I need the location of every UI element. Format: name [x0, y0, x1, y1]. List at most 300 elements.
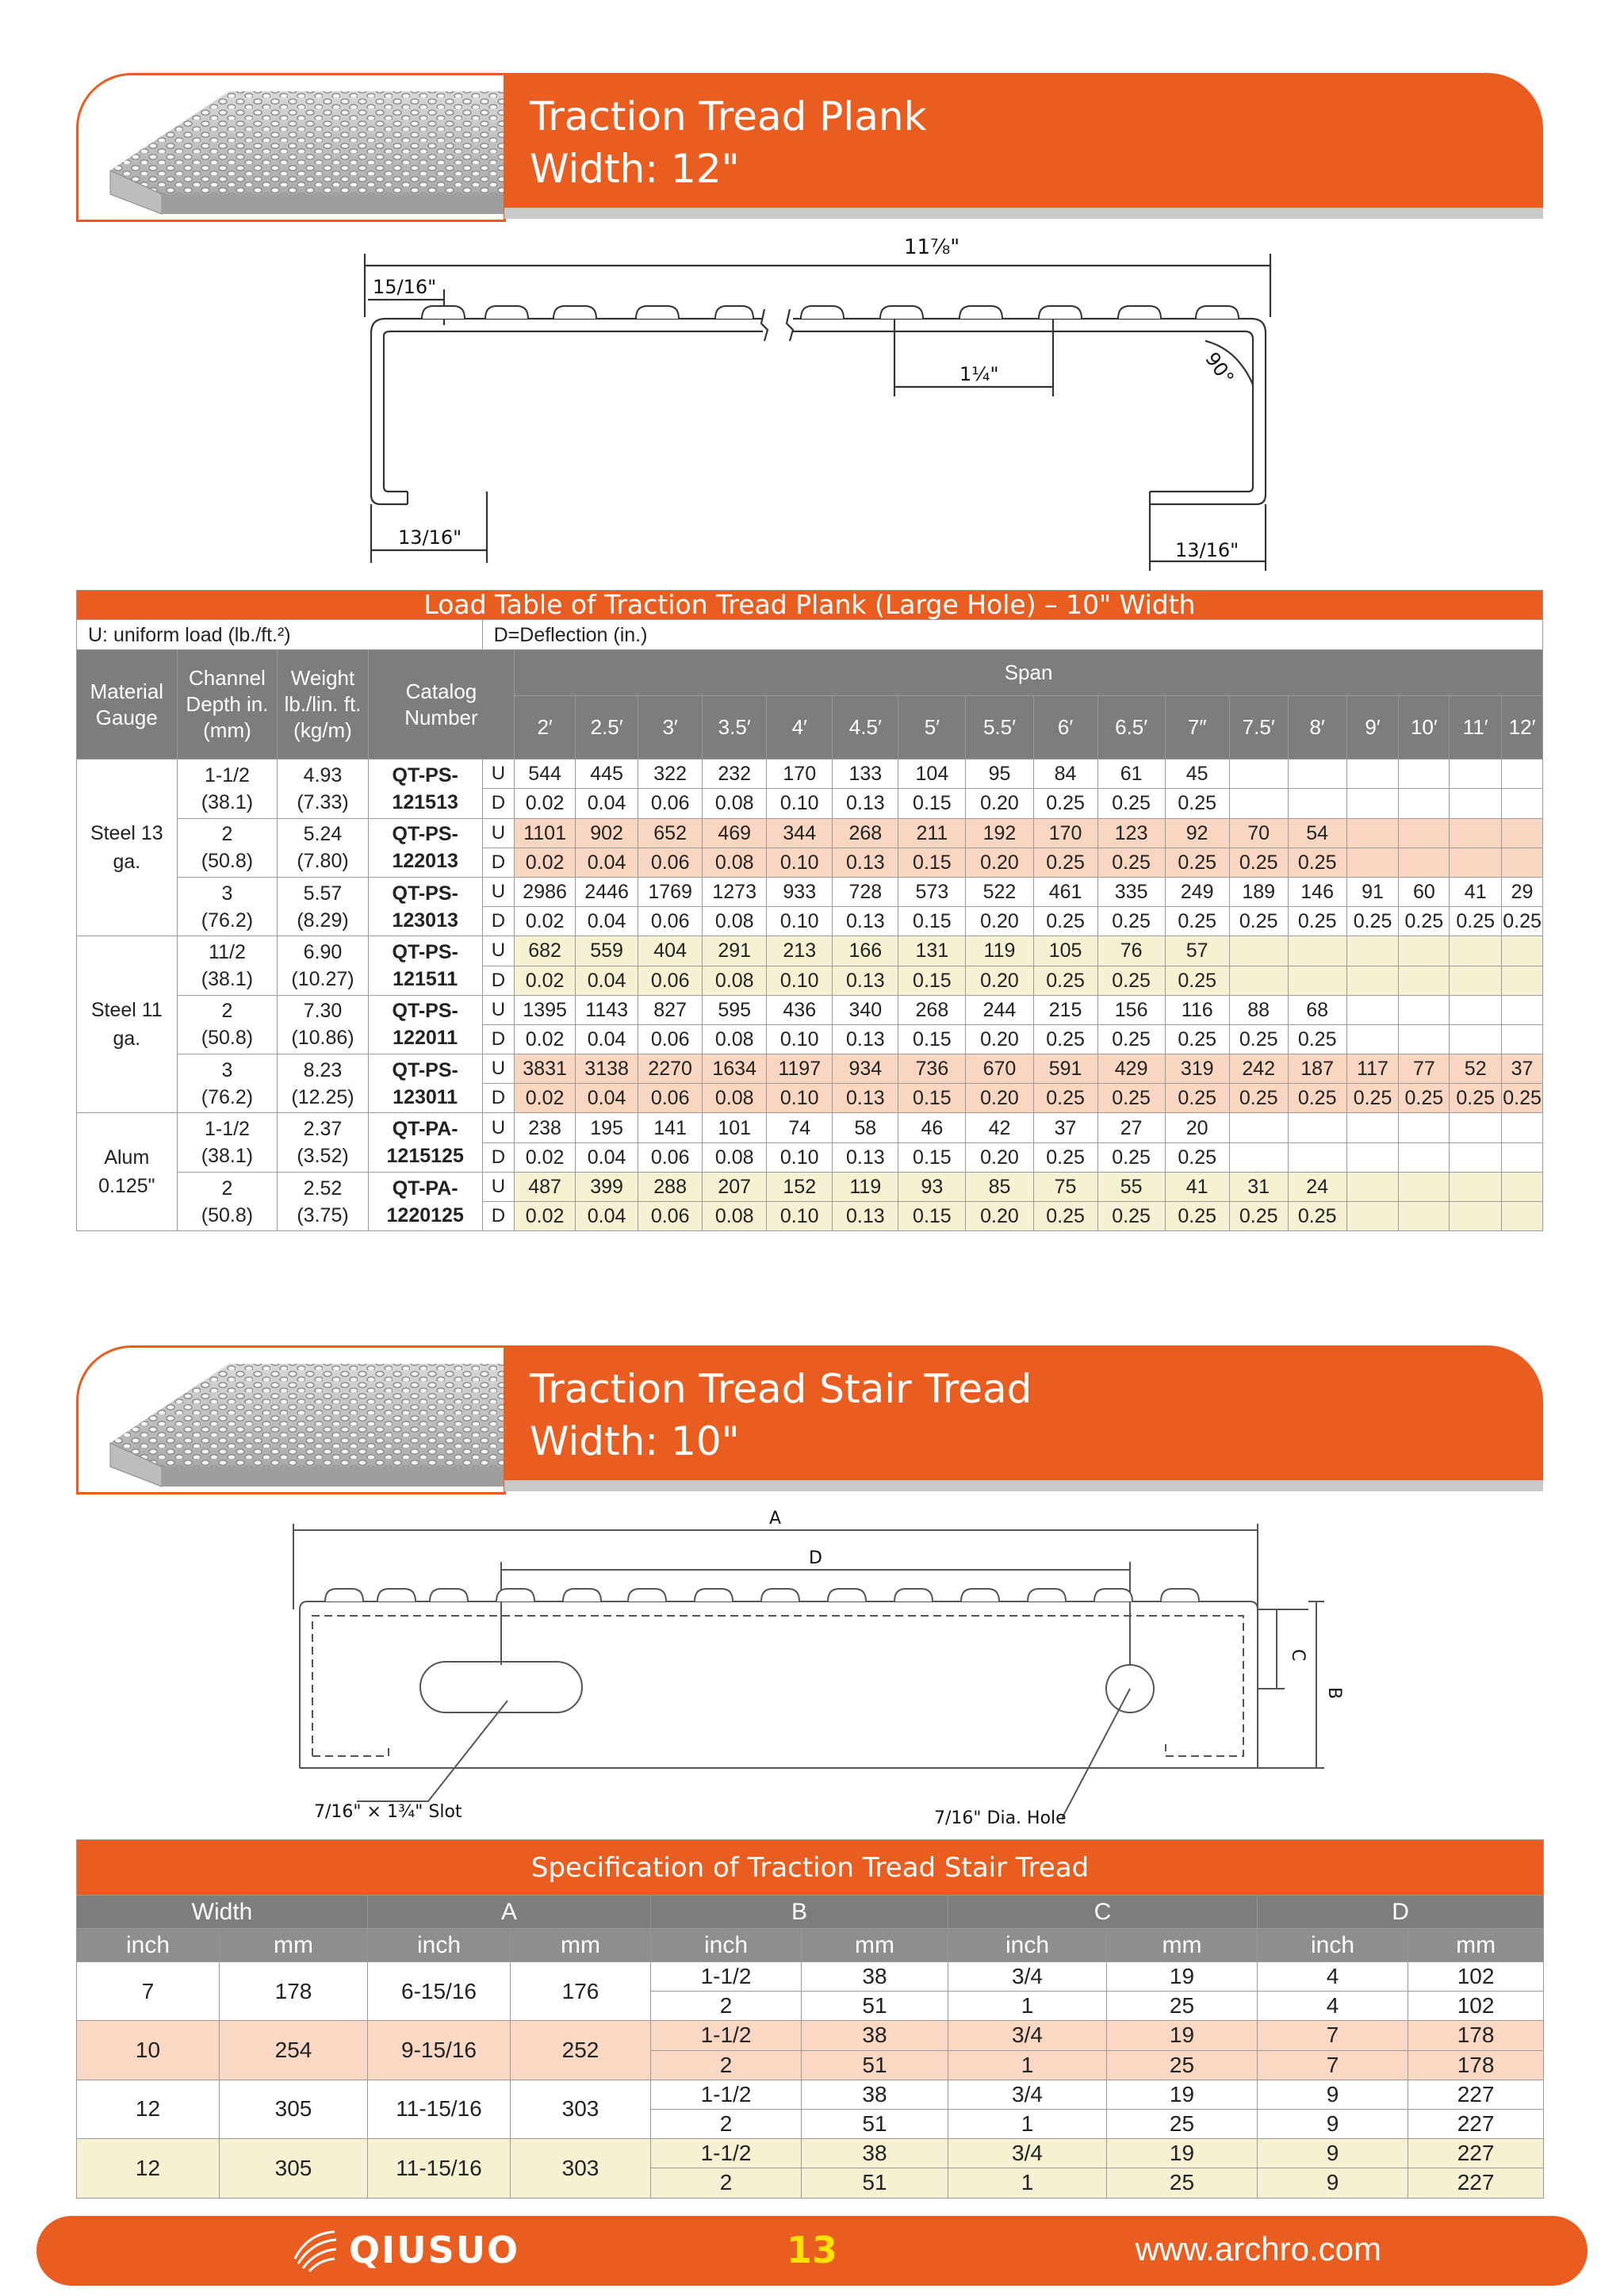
catalog-number-line1: QT-PA-	[392, 1118, 458, 1141]
uniform-load-marker: U	[482, 1172, 515, 1201]
spec-table	[76, 1839, 1544, 2198]
deflection-marker: D	[482, 789, 515, 818]
spec-c-mm: 25	[1107, 1992, 1258, 2021]
load-value: 522	[966, 877, 1033, 906]
deflection-value	[1288, 966, 1346, 995]
load-row	[77, 877, 1543, 906]
spec-b-in: 1-1/2	[651, 2021, 802, 2050]
deflection-value: 0.15	[898, 1202, 966, 1231]
catalog-number	[368, 936, 482, 995]
load-value: 268	[833, 818, 898, 848]
deflection-value: 0.04	[576, 1024, 638, 1054]
deflection-value: 0.25	[1450, 1084, 1502, 1113]
deflection-value	[1502, 1142, 1543, 1172]
th-channel: Channel Depth in. (mm)	[177, 650, 278, 760]
weight-line1: 8.23	[303, 1058, 343, 1081]
load-value: 119	[966, 936, 1033, 966]
deflection-value	[1346, 1024, 1399, 1054]
stair-title-line2: Width: 10"	[530, 1418, 740, 1464]
deflection-value: 0.15	[898, 848, 966, 877]
deflection-value: 0.25	[1229, 1024, 1288, 1054]
catalog-number-line2: 122013	[392, 850, 458, 873]
deflection-value	[1399, 1024, 1450, 1054]
load-value: 213	[767, 936, 833, 966]
load-value: 195	[576, 1113, 638, 1142]
deflection-value	[1346, 1202, 1399, 1231]
load-value: 101	[703, 1113, 767, 1142]
load-value: 404	[638, 936, 703, 966]
deflection-value: 0.02	[515, 907, 576, 936]
channel-depth-line2: (50.8)	[201, 1203, 254, 1226]
weight-line2: (7.80)	[297, 850, 349, 873]
load-value: 68	[1288, 995, 1346, 1024]
load-value: 52	[1450, 1054, 1502, 1084]
weight-line1: 5.24	[303, 823, 343, 846]
spec-a-mm: 176	[511, 1962, 651, 2021]
th-span-12: 8′	[1288, 696, 1346, 760]
load-value: 104	[898, 760, 966, 789]
uniform-load-marker: U	[482, 877, 515, 906]
catalog-number	[368, 1113, 482, 1172]
deflection-value: 0.25	[1502, 1084, 1543, 1113]
stair-product-image	[76, 1345, 506, 1494]
spec-d-mm: 227	[1408, 2109, 1544, 2138]
load-table-caption: Load Table of Traction Tread Plank (Large Hole) – 10" Width	[77, 591, 1543, 620]
channel-depth-line2: (38.1)	[201, 968, 254, 990]
deflection-value: 0.10	[767, 1084, 833, 1113]
spec-a-in: 11-15/16	[368, 2080, 511, 2138]
load-value: 91	[1346, 877, 1399, 906]
load-value	[1399, 995, 1450, 1024]
spec-a-mm: 252	[511, 2021, 651, 2080]
load-value: 131	[898, 936, 966, 966]
deflection-value: 0.02	[515, 848, 576, 877]
spec-b-mm: 38	[802, 2139, 948, 2168]
channel-depth-line1: 2	[221, 1000, 233, 1023]
deflection-value: 0.25	[1097, 907, 1165, 936]
spec-b-in: 1-1/2	[651, 1962, 802, 1992]
load-value: 117	[1346, 1054, 1399, 1084]
deflection-value: 0.25	[1346, 1084, 1399, 1113]
load-value: 152	[767, 1172, 833, 1201]
deflection-value	[1399, 1202, 1450, 1231]
load-value: 3831	[515, 1054, 576, 1084]
spec-w-mm: 178	[220, 1962, 368, 2021]
deflection-value: 0.25	[1399, 1084, 1450, 1113]
th-span: Span	[515, 650, 1543, 696]
th-span-8: 6′	[1033, 696, 1097, 760]
load-value: 595	[703, 995, 767, 1024]
deflection-value: 0.02	[515, 1084, 576, 1113]
channel-depth	[177, 1113, 278, 1172]
load-value: 187	[1288, 1054, 1346, 1084]
spec-d-in: 9	[1258, 2080, 1408, 2109]
material-gauge: Steel 11 ga.	[77, 936, 178, 1113]
catalog-number-line2: 1220125	[386, 1203, 464, 1226]
load-value: 46	[898, 1113, 966, 1142]
deflection-value: 0.25	[1097, 1202, 1165, 1231]
deflection-value: 0.13	[833, 848, 898, 877]
load-value: 736	[898, 1054, 966, 1084]
load-value: 1273	[703, 877, 767, 906]
deflection-value: 0.25	[1165, 789, 1229, 818]
dim-angle: 90°	[1201, 348, 1239, 389]
spec-a-in: 6-15/16	[368, 1962, 511, 2021]
spec-c-in: 3/4	[948, 2139, 1107, 2168]
catalog-number-line1: QT-PS-	[392, 882, 458, 905]
deflection-value: 0.08	[703, 1084, 767, 1113]
th-span-13: 9′	[1346, 696, 1399, 760]
deflection-value: 0.25	[1165, 966, 1229, 995]
load-value	[1346, 1113, 1399, 1142]
deflection-value	[1502, 848, 1543, 877]
deflection-value: 0.13	[833, 966, 898, 995]
deflection-value: 0.25	[1229, 1084, 1288, 1113]
catalog-number	[368, 818, 482, 877]
spec-d-mm: 227	[1408, 2080, 1544, 2109]
channel-depth-line2: (76.2)	[201, 1085, 254, 1108]
spec-d-mm: 102	[1408, 1962, 1544, 1992]
load-value: 93	[898, 1172, 966, 1201]
load-value: 75	[1033, 1172, 1097, 1201]
load-value: 2270	[638, 1054, 703, 1084]
spec-group-2: B	[651, 1896, 948, 1929]
load-value: 54	[1288, 818, 1346, 848]
spec-d-mm: 178	[1408, 2021, 1544, 2050]
plank-section-header	[76, 73, 1543, 224]
deflection-value: 0.25	[1033, 966, 1097, 995]
load-value: 670	[966, 1054, 1033, 1084]
deflection-value: 0.04	[576, 848, 638, 877]
load-value: 41	[1165, 1172, 1229, 1201]
spec-d-mm: 178	[1408, 2050, 1544, 2080]
load-value: 207	[703, 1172, 767, 1201]
spec-w-in: 10	[77, 2021, 220, 2080]
channel-depth-line1: 3	[221, 882, 233, 905]
deflection-value: 0.25	[1033, 1024, 1097, 1054]
load-value: 728	[833, 877, 898, 906]
deflection-value: 0.04	[576, 789, 638, 818]
deflection-value	[1399, 848, 1450, 877]
deflection-value: 0.04	[576, 1202, 638, 1231]
label-d: D	[809, 1548, 822, 1568]
deflection-value: 0.10	[767, 848, 833, 877]
brand-name: QIUSUO	[349, 2229, 520, 2271]
load-value: 1143	[576, 995, 638, 1024]
load-value: 1769	[638, 877, 703, 906]
load-value: 291	[703, 936, 767, 966]
load-value: 123	[1097, 818, 1165, 848]
spec-b-mm: 38	[802, 1962, 948, 1992]
load-value: 249	[1165, 877, 1229, 906]
deflection-value: 0.25	[1229, 848, 1288, 877]
spec-d-mm: 227	[1408, 2168, 1544, 2198]
load-value: 445	[576, 760, 638, 789]
load-value: 170	[1033, 818, 1097, 848]
channel-depth-line2: (50.8)	[201, 1027, 254, 1050]
deflection-value: 0.06	[638, 966, 703, 995]
load-value: 92	[1165, 818, 1229, 848]
deflection-value	[1502, 1202, 1543, 1231]
uniform-load-marker: U	[482, 995, 515, 1024]
deflection-value: 0.06	[638, 848, 703, 877]
load-value: 58	[833, 1113, 898, 1142]
load-value: 76	[1097, 936, 1165, 966]
deflection-value: 0.10	[767, 1202, 833, 1231]
load-value: 469	[703, 818, 767, 848]
th-span-7: 5.5′	[966, 696, 1033, 760]
load-value: 827	[638, 995, 703, 1024]
dim-overall: 11⅞"	[904, 235, 960, 259]
load-value	[1399, 936, 1450, 966]
load-value: 399	[576, 1172, 638, 1201]
plank-title-line2: Width: 12"	[530, 146, 740, 192]
load-value	[1288, 936, 1346, 966]
deflection-value: 0.15	[898, 907, 966, 936]
catalog-number	[368, 1054, 482, 1113]
channel-depth	[177, 936, 278, 995]
dim-top-left: 15/16"	[373, 276, 437, 298]
deflection-value: 0.25	[1097, 966, 1165, 995]
load-value: 57	[1165, 936, 1229, 966]
load-row	[77, 1172, 1543, 1201]
page-number: 13	[786, 2229, 837, 2271]
deflection-marker: D	[482, 1202, 515, 1231]
load-value: 2446	[576, 877, 638, 906]
load-value: 268	[898, 995, 966, 1024]
load-value	[1229, 1113, 1288, 1142]
channel-depth-line1: 1-1/2	[204, 763, 250, 786]
weight-line2: (8.29)	[297, 909, 349, 932]
spec-b-in: 2	[651, 2168, 802, 2198]
load-value: 487	[515, 1172, 576, 1201]
page-footer	[36, 2216, 1588, 2286]
deflection-value: 0.25	[1288, 907, 1346, 936]
load-value	[1346, 1172, 1399, 1201]
channel-depth-line1: 3	[221, 1058, 233, 1081]
deflection-value	[1502, 1024, 1543, 1054]
load-value: 436	[767, 995, 833, 1024]
load-row	[77, 936, 1543, 966]
plank-title	[530, 90, 927, 195]
load-value	[1346, 995, 1399, 1024]
load-value: 902	[576, 818, 638, 848]
deflection-value: 0.04	[576, 907, 638, 936]
spec-w-mm: 305	[220, 2080, 368, 2138]
deflection-value: 0.06	[638, 1084, 703, 1113]
load-value: 74	[767, 1113, 833, 1142]
channel-depth	[177, 1054, 278, 1113]
load-value: 591	[1033, 1054, 1097, 1084]
deflection-value: 0.25	[1399, 907, 1450, 936]
weight-line2: (10.27)	[291, 968, 354, 990]
dim-bottom-left: 13/16"	[398, 526, 462, 549]
weight-line2: (3.52)	[297, 1145, 349, 1168]
load-value: 238	[515, 1113, 576, 1142]
load-value	[1229, 760, 1288, 789]
load-value: 242	[1229, 1054, 1288, 1084]
spec-c-in: 1	[948, 2109, 1107, 2138]
load-value	[1288, 1113, 1346, 1142]
spec-w-in: 12	[77, 2080, 220, 2138]
deflection-value: 0.25	[1450, 907, 1502, 936]
channel-depth-line2: (38.1)	[201, 1145, 254, 1168]
deflection-value	[1450, 1142, 1502, 1172]
dim-bottom-right: 13/16"	[1175, 539, 1239, 561]
catalog-number-line1: QT-PS-	[392, 763, 458, 786]
spec-c-mm: 19	[1107, 2139, 1258, 2168]
th-catalog: Catalog Number	[368, 650, 514, 760]
deflection-value: 0.25	[1097, 1084, 1165, 1113]
load-value: 42	[966, 1113, 1033, 1142]
deflection-value: 0.25	[1346, 907, 1399, 936]
channel-depth-line2: (38.1)	[201, 790, 254, 813]
deflection-marker: D	[482, 1084, 515, 1113]
deflection-value: 0.13	[833, 1024, 898, 1054]
weight-line1: 4.93	[303, 763, 343, 786]
load-value: 2986	[515, 877, 576, 906]
spec-unit-0: inch	[77, 1929, 220, 1962]
load-value: 88	[1229, 995, 1288, 1024]
deflection-value: 0.06	[638, 1142, 703, 1172]
load-value: 244	[966, 995, 1033, 1024]
spec-unit-2: inch	[368, 1929, 511, 1962]
label-b: B	[1324, 1687, 1344, 1700]
load-value	[1502, 1172, 1543, 1201]
spec-c-in: 3/4	[948, 2080, 1107, 2109]
th-span-15: 11′	[1450, 696, 1502, 760]
deflection-value	[1450, 966, 1502, 995]
load-value: 37	[1033, 1113, 1097, 1142]
load-value	[1502, 1113, 1543, 1142]
website-link[interactable]: www.archro.com	[1135, 2230, 1381, 2267]
deflection-value	[1229, 1142, 1288, 1172]
load-value	[1399, 818, 1450, 848]
deflection-value: 0.10	[767, 789, 833, 818]
spec-c-in: 1	[948, 1992, 1107, 2021]
load-value: 70	[1229, 818, 1288, 848]
th-span-2: 3′	[638, 696, 703, 760]
th-span-4: 4′	[767, 696, 833, 760]
weight	[278, 1172, 368, 1230]
deflection-value: 0.15	[898, 1142, 966, 1172]
spec-row	[77, 2080, 1544, 2109]
deflection-value: 0.08	[703, 1024, 767, 1054]
load-value: 119	[833, 1172, 898, 1201]
channel-depth	[177, 877, 278, 936]
stair-tread-drawing	[270, 1506, 1348, 1831]
uniform-load-marker: U	[482, 1113, 515, 1142]
load-row	[77, 760, 1543, 789]
material-gauge: Alum 0.125"	[77, 1113, 178, 1231]
deflection-value: 0.25	[1033, 848, 1097, 877]
deflection-value: 0.25	[1165, 1084, 1229, 1113]
deflection-value: 0.06	[638, 1202, 703, 1231]
load-value: 335	[1097, 877, 1165, 906]
weight-line2: (7.33)	[297, 790, 349, 813]
load-value: 215	[1033, 995, 1097, 1024]
deflection-value: 0.25	[1288, 1084, 1346, 1113]
weight	[278, 818, 368, 877]
spec-w-mm: 305	[220, 2139, 368, 2198]
deflection-value: 0.06	[638, 789, 703, 818]
th-span-6: 5′	[898, 696, 966, 760]
load-value	[1450, 936, 1502, 966]
deflection-value: 0.20	[966, 1142, 1033, 1172]
catalog-number	[368, 995, 482, 1054]
spec-b-mm: 38	[802, 2021, 948, 2050]
deflection-value: 0.25	[1097, 789, 1165, 818]
spec-b-in: 2	[651, 2109, 802, 2138]
deflection-value: 0.15	[898, 966, 966, 995]
spec-c-mm: 25	[1107, 2050, 1258, 2080]
load-value: 211	[898, 818, 966, 848]
deflection-marker: D	[482, 1024, 515, 1054]
load-value	[1450, 995, 1502, 1024]
catalog-number-line1: QT-PS-	[392, 823, 458, 846]
channel-depth-line2: (50.8)	[201, 850, 254, 873]
deflection-value: 0.20	[966, 1024, 1033, 1054]
spec-d-mm: 102	[1408, 1992, 1544, 2021]
load-value	[1450, 818, 1502, 848]
th-span-5: 4.5′	[833, 696, 898, 760]
load-value	[1450, 1113, 1502, 1142]
weight-line2: (12.25)	[291, 1085, 354, 1108]
load-value: 29	[1502, 877, 1543, 906]
load-value: 85	[966, 1172, 1033, 1201]
spec-group-4: D	[1258, 1896, 1544, 1929]
spec-d-in: 4	[1258, 1992, 1408, 2021]
th-span-0: 2′	[515, 696, 576, 760]
load-row	[77, 1113, 1543, 1142]
deflection-value	[1346, 789, 1399, 818]
th-material: Material Gauge	[77, 650, 178, 760]
deflection-value: 0.02	[515, 1142, 576, 1172]
plank-cross-section-drawing	[349, 230, 1300, 579]
spec-group-0: Width	[77, 1896, 368, 1929]
note-uniform-load: U: uniform load (lb./ft.²)	[77, 620, 483, 650]
channel-depth	[177, 818, 278, 877]
channel-depth-line1: 2	[221, 1177, 233, 1200]
load-value: 45	[1165, 760, 1229, 789]
load-value: 133	[833, 760, 898, 789]
stair-title	[530, 1363, 1032, 1468]
spec-a-in: 9-15/16	[368, 2021, 511, 2080]
deflection-value	[1346, 966, 1399, 995]
spec-row	[77, 1962, 1544, 1992]
spec-row	[77, 2139, 1544, 2168]
spec-row	[77, 2021, 1544, 2050]
spec-d-in: 9	[1258, 2139, 1408, 2168]
uniform-load-marker: U	[482, 1054, 515, 1084]
deflection-value: 0.06	[638, 1024, 703, 1054]
weight-line1: 6.90	[303, 941, 343, 963]
spec-unit-9: mm	[1408, 1929, 1544, 1962]
deflection-value: 0.20	[966, 848, 1033, 877]
catalog-number-line2: 121511	[393, 968, 458, 990]
deflection-value: 0.06	[638, 907, 703, 936]
load-value	[1229, 936, 1288, 966]
load-value	[1502, 936, 1543, 966]
load-value: 429	[1097, 1054, 1165, 1084]
deflection-value: 0.25	[1097, 1142, 1165, 1172]
spec-table-caption: Specification of Traction Tread Stair Tread	[77, 1840, 1544, 1896]
spec-c-mm: 25	[1107, 2168, 1258, 2198]
deflection-value: 0.08	[703, 907, 767, 936]
deflection-value: 0.08	[703, 1142, 767, 1172]
material-gauge: Steel 13 ga.	[77, 760, 178, 936]
deflection-value	[1346, 848, 1399, 877]
